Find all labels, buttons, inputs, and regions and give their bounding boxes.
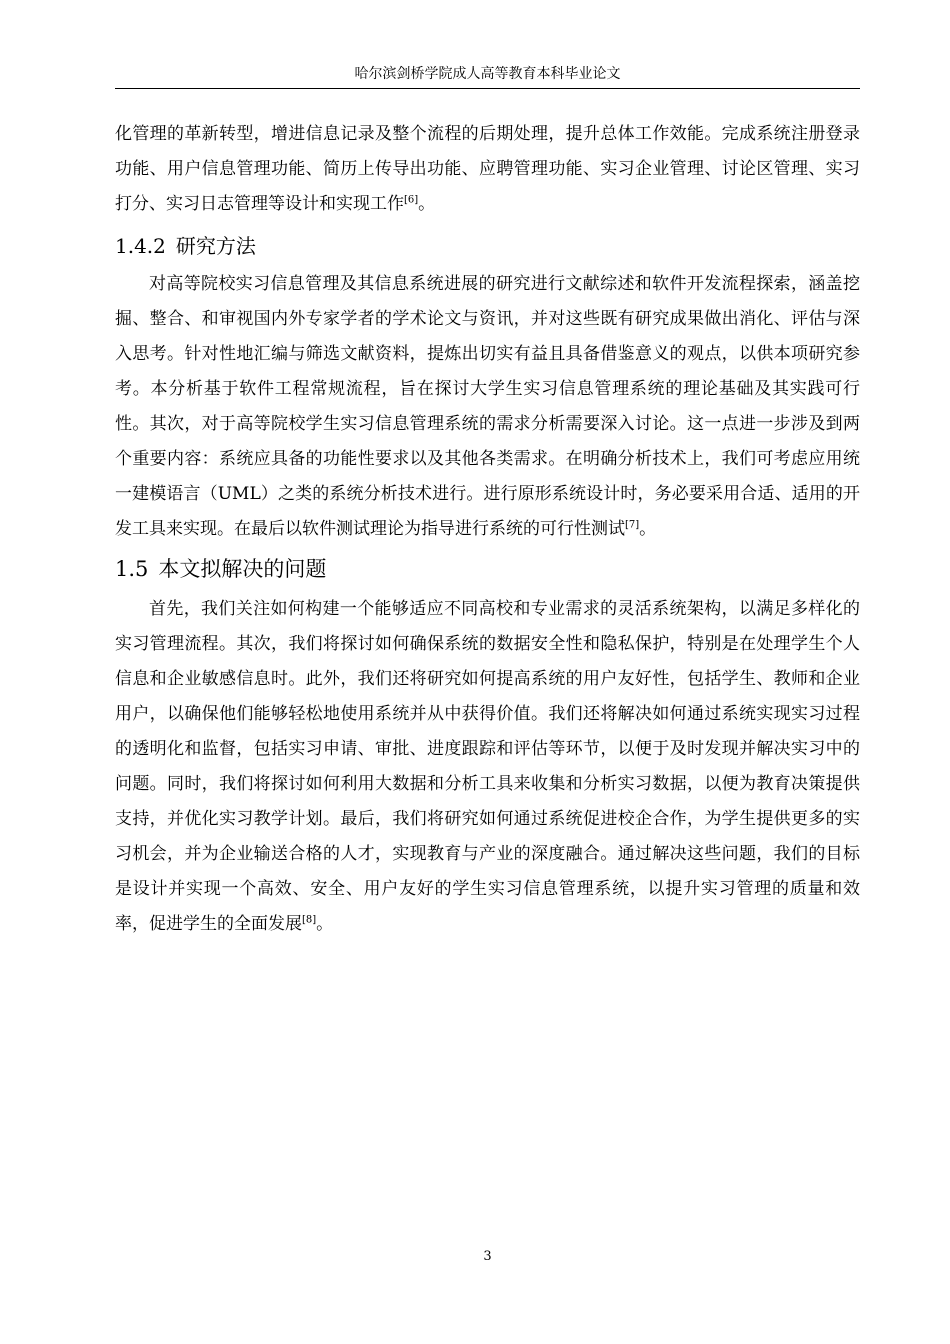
running-header: 哈尔滨剑桥学院成人高等教育本科毕业论文 xyxy=(354,66,621,82)
intro-paragraph-text: 化管理的革新转型，增进信息记录及整个流程的后期处理，提升总体工作效能。完成系统注册登录功能、用户信息管理功能、简历上传导出功能、应聘管理功能、实习企业管理、讨论区管理、实习打分、实习日志管理等设计和实现工作 xyxy=(115,124,860,214)
section-heading-1-5 xyxy=(115,547,860,592)
section-title-1-4-2: 研究方法 xyxy=(175,234,256,258)
section-number-1-4-2: 1.4.2 xyxy=(115,234,166,258)
intro-paragraph-tail: 。 xyxy=(418,194,436,214)
intro-paragraph xyxy=(115,117,860,222)
problems-paragraph xyxy=(115,592,860,942)
research-methods-tail: 。 xyxy=(639,519,657,539)
research-methods-text: 对高等院校实习信息管理及其信息系统进展的研究进行文献综述和软件开发流程探索，涵盖挖掘、整合、和审视国内外专家学者的学术论文与资讯，并对这些既有研究成果做出消化、评估与深入思考。针对性地汇编与筛选文献资料，提炼出切实有益且具备借鉴意义的观点，以供本项研究参考。本分析基于软件工程常规流程，旨在探讨大学生实习信息管理系统的理论基础及其实践可行性。其次，对于高等院校学生实习信息管理系统的需求分析需要深入讨论。这一点进一步涉及到两个重要内容：系统应具备的功能性要求以及其他各类需求。在明确分析技术上，我们可考虑应用统一建模语言（UML）之类的系统分析技术进行。进行原形系统设计时，务必要采用合适、适用的开发工具来实现。在最后以软件测试理论为指导进行系统的可行性测试 xyxy=(115,274,860,539)
citation-7: [7] xyxy=(625,519,640,531)
section-number-1-5: 1.5 xyxy=(115,557,149,581)
section-heading-1-4-2 xyxy=(115,222,860,267)
citation-8: [8] xyxy=(302,914,317,926)
page-number: 3 xyxy=(483,1249,492,1264)
citation-6: [6] xyxy=(404,194,419,206)
research-methods-paragraph xyxy=(115,267,860,547)
document-body xyxy=(115,117,860,942)
problems-tail: 。 xyxy=(316,914,334,934)
section-title-1-5: 本文拟解决的问题 xyxy=(158,557,327,581)
problems-text: 首先，我们关注如何构建一个能够适应不同高校和专业需求的灵活系统架构，以满足多样化的实习管理流程。其次，我们将探讨如何确保系统的数据安全性和隐私保护，特别是在处理学生个人信息和企业敏感信息时。此外，我们还将研究如何提高系统的用户友好性，包括学生、教师和企业用户，以确保他们能够轻松地使用系统并从中获得价值。我们还将解决如何通过系统实现实习过程的透明化和监督，包括实习申请、审批、进度跟踪和评估等环节，以便于及时发现并解决实习中的问题。同时，我们将探讨如何利用大数据和分析工具来收集和分析实习数据，以便为教育决策提供支持，并优化实习教学计划。最后，我们将研究如何通过系统促进校企合作，为学生提供更多的实习机会，并为企业输送合格的人才，实现教育与产业的深度融合。通过解决这些问题，我们的目标是设计并实现一个高效、安全、用户友好的学生实习信息管理系统，以提升实习管理的质量和效率，促进学生的全面发展 xyxy=(115,599,860,934)
header-rule xyxy=(115,88,860,89)
